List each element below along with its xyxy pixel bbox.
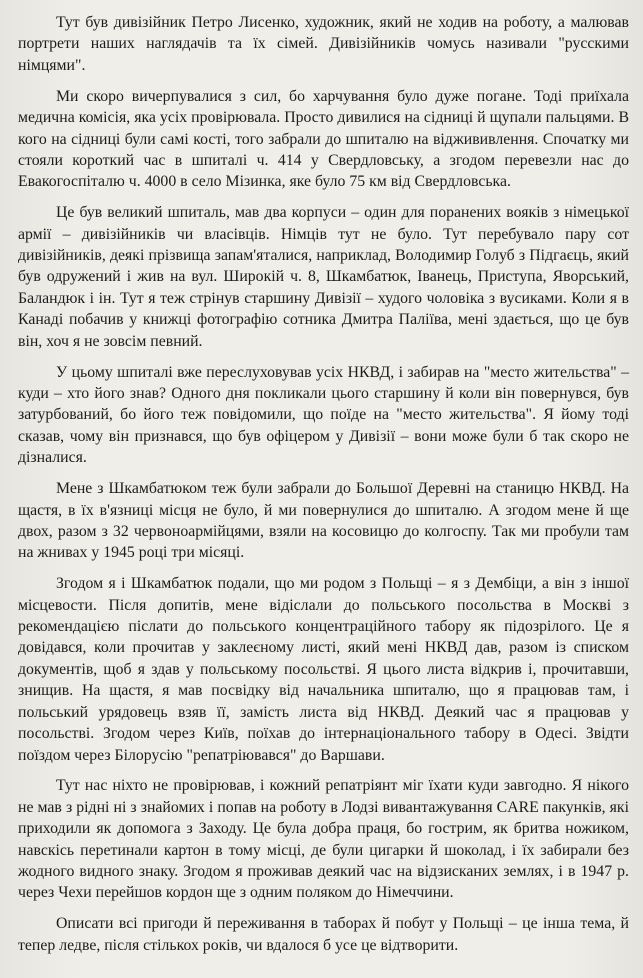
paragraph-8: Описати всі пригоди й переживання в таборах й побут у Польщі – це інша тема, й тепер ледве, після стількох років, чи вдалося б усе це відтворити. bbox=[18, 915, 629, 954]
paragraph-6: Згодом я і Шкамбатюк подали, що ми родом з Польщі – я з Дембіци, а він з іншої місцевости. Після допитів, мене відіслали до польського посольства в Москві з рекомендацією післати до польського концентраційного табору як підозрілого. Це я довідався, коли прочитав у заклеєному листі, який мені НКВД дав, разом із списком документів, щоб я здав у польському посольстві. Я цього листа відкрив і, прочитавши, знищив. На щастя, я мав посвідку від начальника шпиталю, що я працював там, і польський урядовець взяв її, замість листа від НКВД. Деякий час я працював у посольстві. Згодом через Київ, поїхав до інтернаціонального табору в Одесі. Звідти поїздом через Білорусію "репатріювався" до Варшави. bbox=[18, 575, 629, 764]
paragraph-2: Ми скоро вичерпувалися з сил, бо харчування було дуже погане. Тоді приїхала медична комісія, яка усіх провірювала. Просто дивилися на сідниці й щупали пальцями. В кого на сідниці були самі кості, того забрали до шпиталю на віджививлення. Спочатку ми стояли короткий час в шпиталі ч. 414 у Свердловську, а згодом перевезли нас до Евакогоспіталю ч. 4000 в село Мізинка, яке було 75 км від Свердловська. bbox=[18, 87, 629, 191]
paragraph-1: Тут був дивізійник Петро Лисенко, художник, який не ходив на роботу, а малював портрети наших наглядачів та їх сімей. Дивізійників чомусь називали "русскими німцями". bbox=[18, 14, 629, 74]
paragraph-5: Мене з Шкамбатюком теж були забрали до Большої Деревні на станицю НКВД. На щастя, в їх в'язниці місця не було, й ми повернулися до шпиталю. А згодом мене й ще двох, разом з 32 червоноармійцями, взяли на косовицю до колгоспу. Так ми пробули там на жнивах у 1945 році три місяці. bbox=[18, 480, 629, 562]
paragraph-4: У цьому шпиталі вже переслуховував усіх НКВД, і забирав на "место жительства" – куди – хто його знав? Одного дня покликали цього старшину й коли він повернувся, був затурбований, бо його теж повідомили, що поїде на "место жительства". Я йому тоді сказав, чому він признався, що був офіцером у Дивізії – вони може були б так скоро не дізналися. bbox=[18, 363, 629, 467]
paragraph-7: Тут нас ніхто не провірював, і кожний репатріянт міг їхати куди завгодно. Я нікого не мав з рідні ні з знайомих і попав на роботу в Лодзі вивантажування CARE пакунків, які приходили як допомога з Заходу. Це була добра праця, бо гострим, як бритва ножиком, навскісь перетинали картон в тому місці, де були цигарки й шоколад, і їх забирали без жодного видного знаку. Згодом я проживав деякий час на відзисканих землях, і в 1947 р. через Чехи перейшов кордон ще з одним поляком до Німеччини. bbox=[18, 777, 629, 902]
paragraph-3: Це був великий шпиталь, мав два корпуси – один для поранених вояків з німецької армії – дивізійників чи власівців. Німців тут не було. Тут перебувало пару сот дивізійників, деякі прізвища запам'яталися, наприклад, Володимир Голуб з Підгаєць, який був одружений і жив на вул. Широкій ч. 8, Шкамбатюк, Іванець, Приступа, Яворський, Баландюк і ін. Тут я теж стрінув старшину Дивізії – худого чоловіка з вусиками. Коли я в Канаді побачив у книжці фотографію сотника Дмитра Паліїва, мені здається, що це був він, хоч я не зовсім певний. bbox=[18, 204, 629, 350]
